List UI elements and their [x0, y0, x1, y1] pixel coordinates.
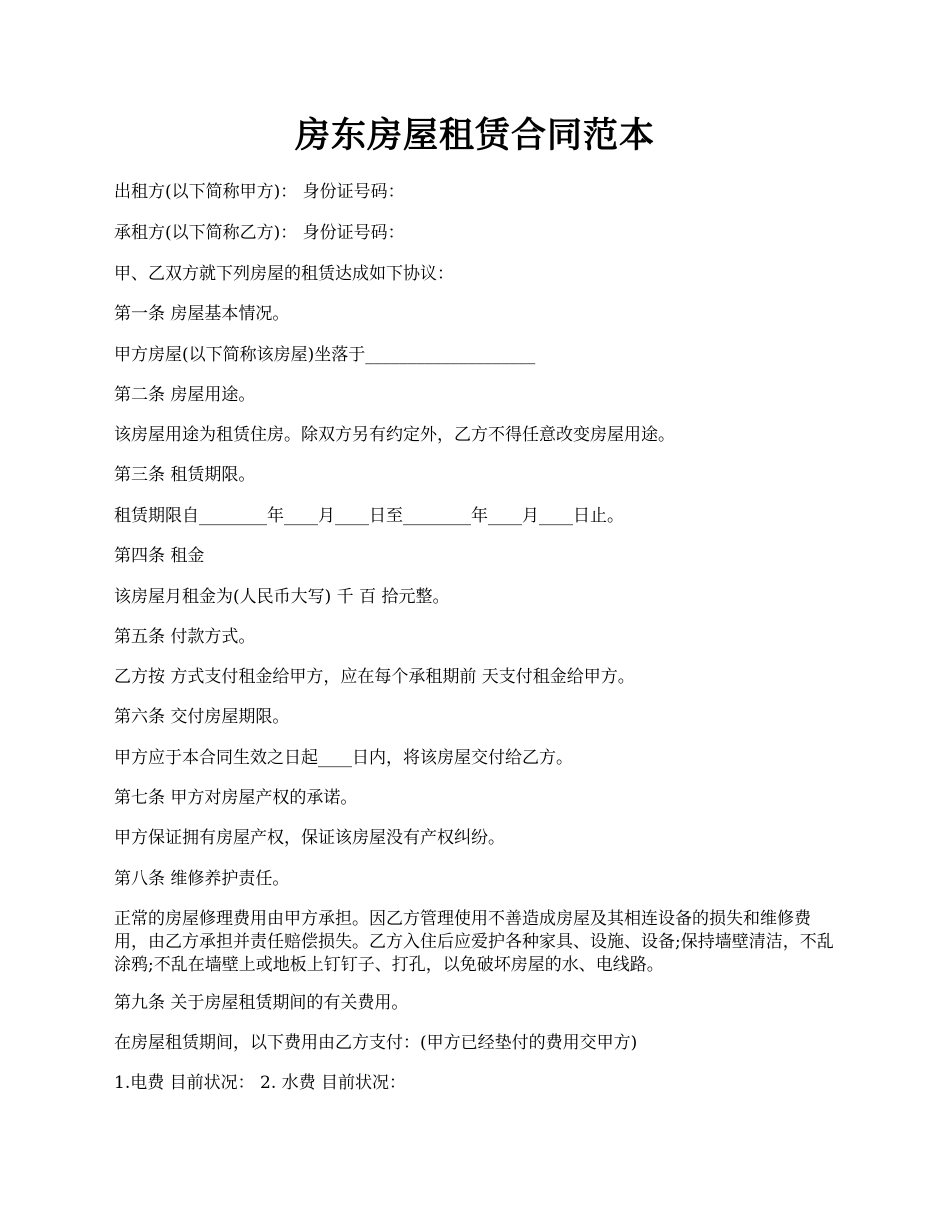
article-1-heading: 第一条 房屋基本情况。	[114, 304, 290, 324]
article-2-body: 该房屋用途为租赁住房。除双方另有约定外，乙方不得任意改变房屋用途。	[114, 425, 675, 445]
article-7-body: 甲方保证拥有房屋产权，保证该房屋没有产权纠纷。	[114, 828, 505, 848]
agreement-intro: 甲、乙双方就下列房屋的租赁达成如下协议：	[114, 264, 454, 284]
article-2-heading: 第二条 房屋用途。	[114, 385, 256, 405]
lessee-line: 承租方(以下简称乙方)： 身份证号码：	[114, 223, 405, 243]
article-1-body: 甲方房屋(以下简称该房屋)坐落于____________________	[114, 345, 536, 365]
article-4-body: 该房屋月租金为(人民币大写) 千 百 拾元整。	[114, 587, 450, 607]
article-3-body: 租赁期限自________年____月____日至________年____月____日止。	[114, 506, 624, 526]
article-6-heading: 第六条 交付房屋期限。	[114, 707, 290, 727]
article-7-heading: 第七条 甲方对房屋产权的承诺。	[114, 788, 358, 808]
article-8-heading: 第八条 维修养护责任。	[114, 869, 290, 889]
article-5-body: 乙方按 方式支付租金给甲方，应在每个承租期前 天支付租金给甲方。	[114, 667, 635, 687]
article-4-heading: 第四条 租金	[114, 546, 205, 566]
article-8-body: 正常的房屋修理费用由甲方承担。因乙方管理使用不善造成房屋及其相连设备的损失和维修费用，由乙方承担并责任赔偿损失。乙方入住后应爱护各种家具、设施、设备;保持墙壁清洁，不乱涂鸦;不乱在墙壁上或地板上钉钉子、打孔，以免破坏房屋的水、电线路。	[114, 909, 834, 975]
lessor-line: 出租方(以下简称甲方)： 身份证号码：	[114, 182, 405, 202]
utilities-line: 1.电费 目前状况： 2. 水费 目前状况：	[114, 1073, 407, 1093]
article-3-heading: 第三条 租赁期限。	[114, 465, 256, 485]
article-9-body: 在房屋租赁期间，以下费用由乙方支付：(甲方已经垫付的费用交甲方)	[114, 1033, 638, 1053]
document-title: 房东房屋租赁合同范本	[294, 115, 655, 156]
article-5-heading: 第五条 付款方式。	[114, 627, 256, 647]
article-9-heading: 第九条 关于房屋租赁期间的有关费用。	[114, 993, 409, 1013]
article-6-body: 甲方应于本合同生效之日起____日内，将该房屋交付给乙方。	[114, 748, 573, 768]
